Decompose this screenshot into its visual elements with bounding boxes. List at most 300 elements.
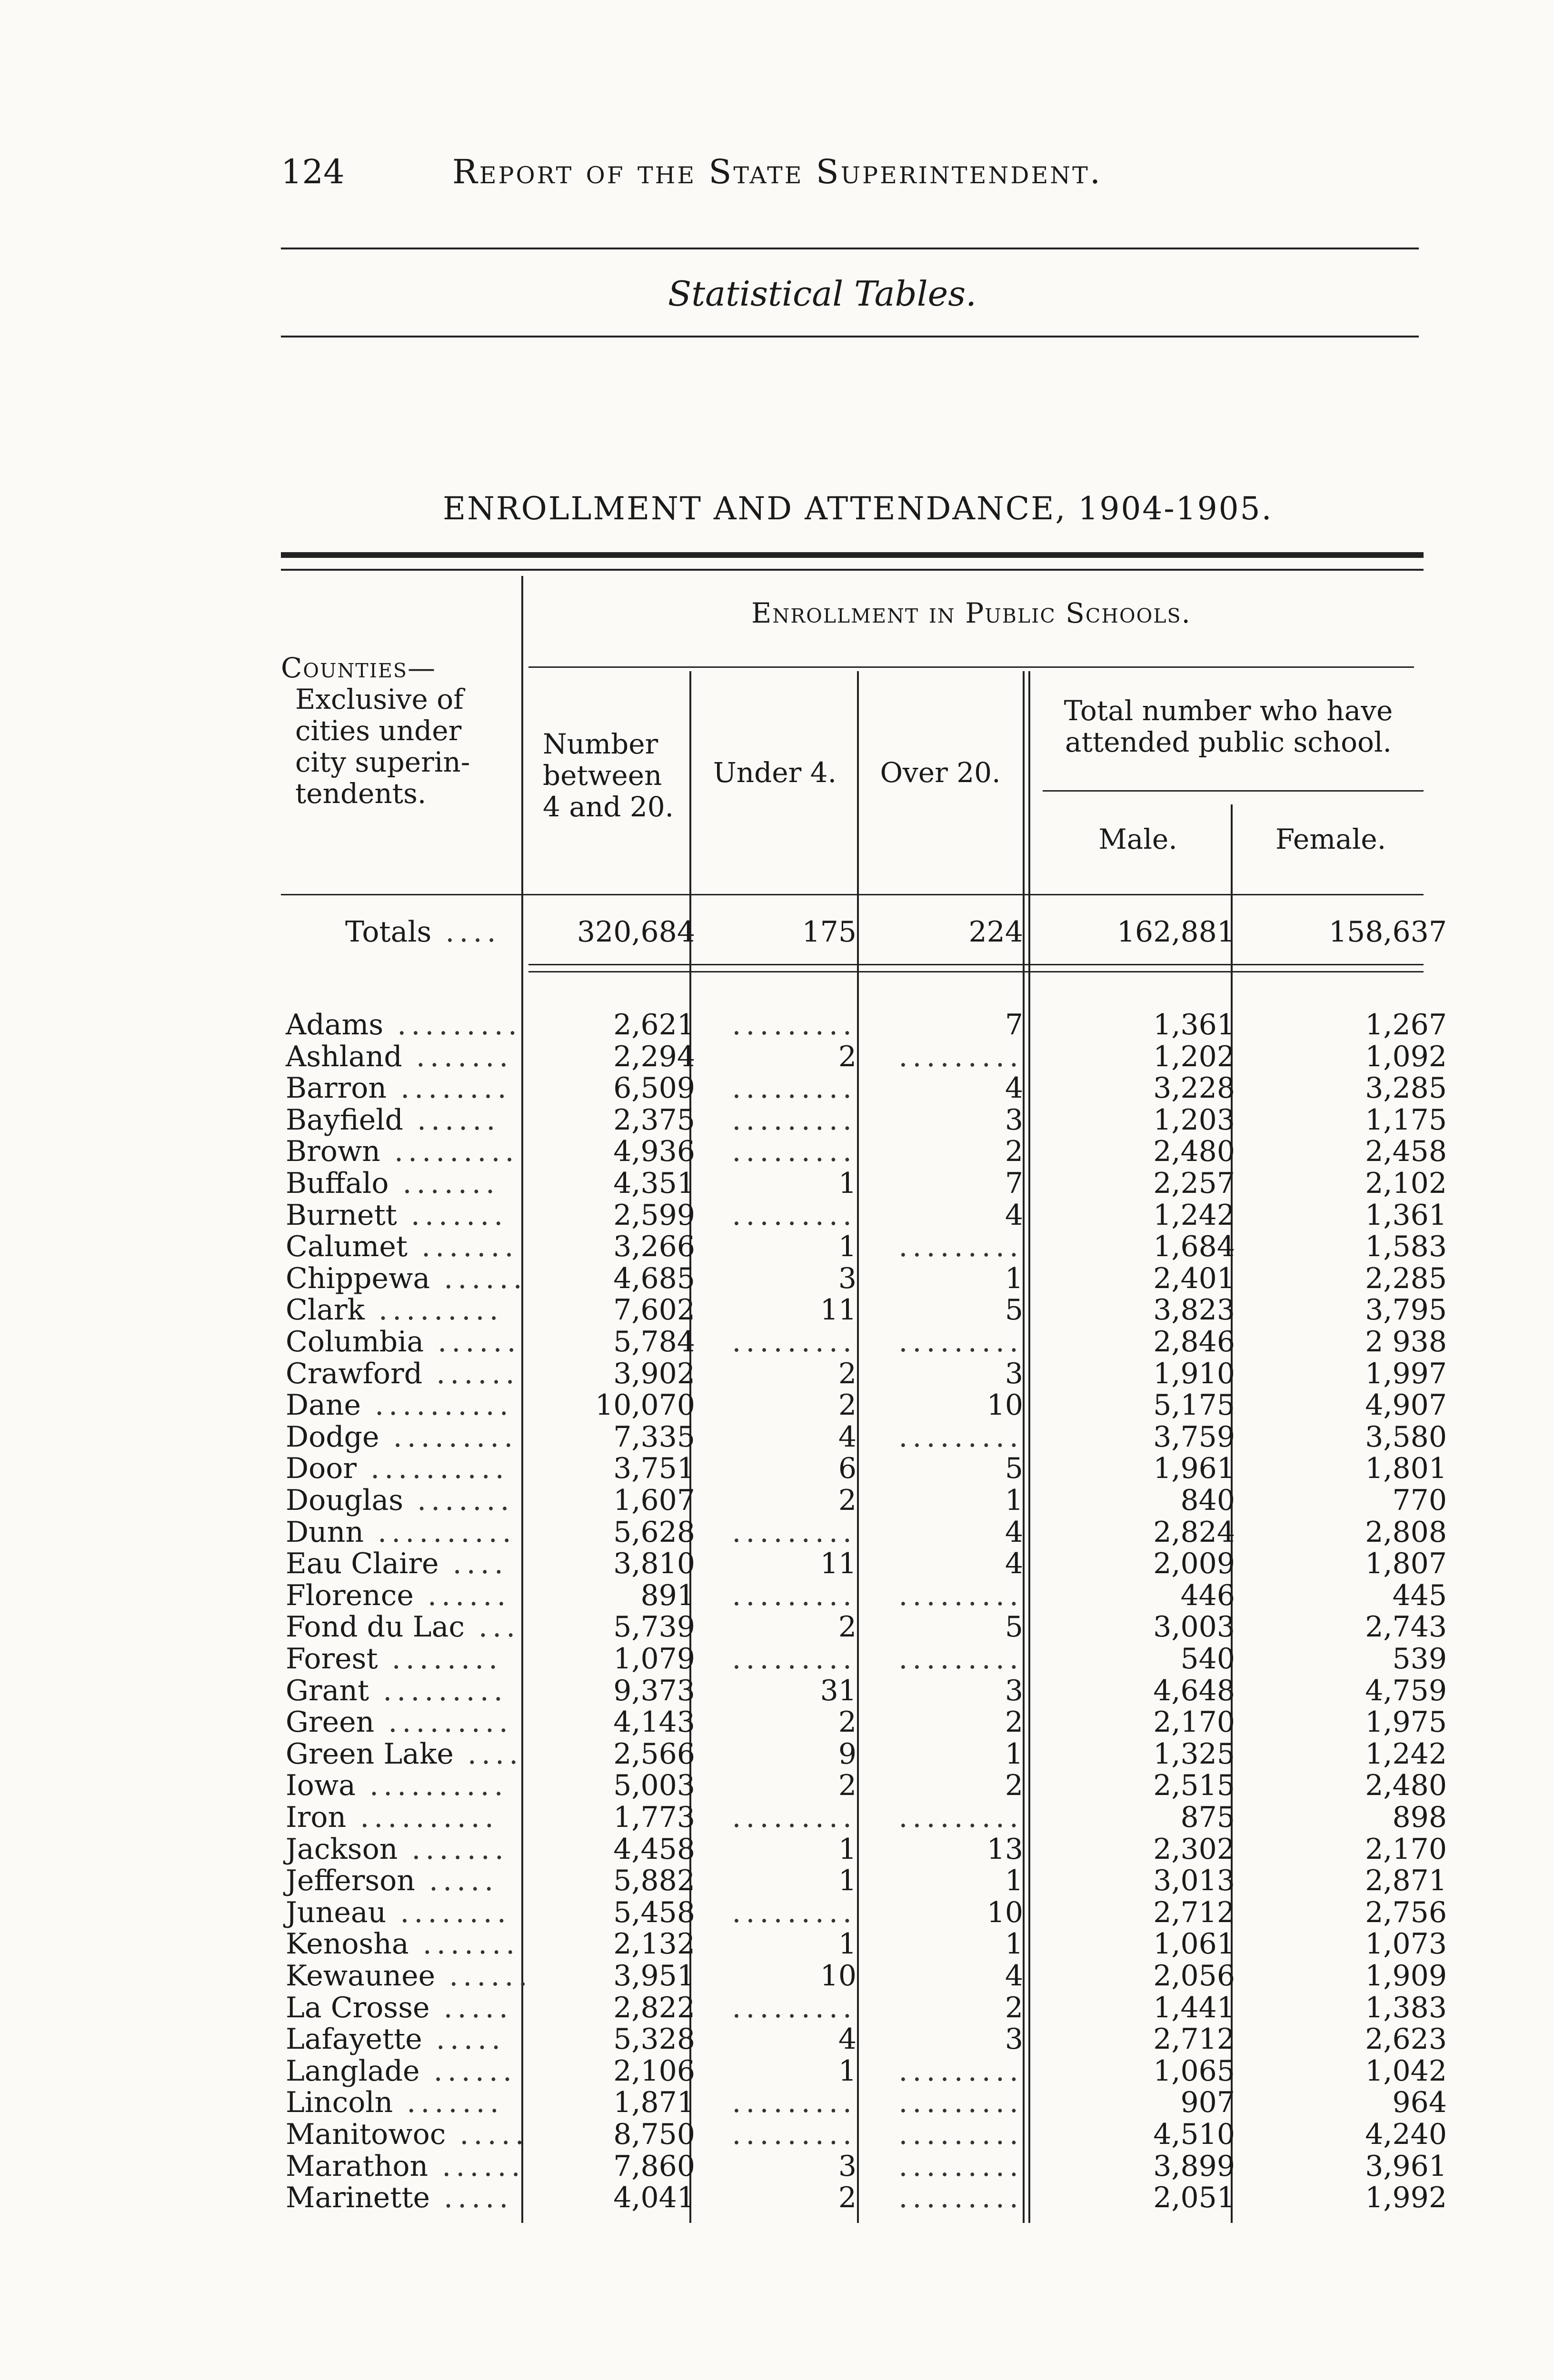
leader-dots: ......... <box>379 1420 518 1454</box>
under-4-value: 11 <box>820 1293 857 1327</box>
table-row <box>0 1738 1554 1770</box>
between-4-20-value: 2,132 <box>613 1927 695 1961</box>
counties-note-line: city superin- <box>295 746 470 778</box>
female-value: 4,759 <box>1365 1674 1447 1707</box>
male-value: 540 <box>1180 1642 1235 1676</box>
section-subtitle: Statistical Tables. <box>667 274 977 314</box>
between-header-line: 4 and 20. <box>543 791 674 823</box>
female-value: 3,795 <box>1365 1293 1447 1327</box>
table-row <box>0 1358 1554 1390</box>
leader-dots: ....... <box>388 1167 500 1200</box>
attended-header-line: Total number who have <box>1064 694 1393 727</box>
between-4-20-value: 7,335 <box>613 1420 695 1454</box>
female-header: Female. <box>1275 823 1386 855</box>
under-4-value: ......... <box>732 1801 857 1834</box>
female-value: 2,102 <box>1365 1167 1447 1200</box>
county-name: Dane .......... <box>286 1388 513 1422</box>
under-4-value: 10 <box>820 1959 857 1993</box>
table-row <box>0 1263 1554 1295</box>
female-value: 2,743 <box>1365 1610 1447 1644</box>
county-name: Lafayette ..... <box>286 2023 506 2056</box>
female-value: 445 <box>1392 1578 1447 1612</box>
under-4-value: 2 <box>838 1357 857 1390</box>
leader-dots: ......... <box>380 1135 519 1169</box>
county-name: Iowa .......... <box>286 1769 508 1803</box>
totals-under4: 175 <box>802 915 857 949</box>
over-20-value: ......... <box>898 2086 1023 2120</box>
between-header-line: between <box>543 759 662 792</box>
table-row <box>0 1168 1554 1200</box>
county-name: Eau Claire .... <box>286 1547 508 1581</box>
county-name: Calumet ....... <box>286 1230 518 1264</box>
leader-dots: ...... <box>419 2054 517 2088</box>
under-4-value: ......... <box>732 1103 857 1137</box>
over-20-value: 1 <box>1005 1261 1023 1295</box>
table-row <box>0 1770 1554 1802</box>
between-header <box>543 728 705 823</box>
male-value: 5,175 <box>1153 1388 1235 1422</box>
over-20-value: 7 <box>1005 1167 1023 1200</box>
county-name: Clark ......... <box>286 1293 503 1327</box>
table-row <box>0 2151 1554 2182</box>
under-4-value: 2 <box>838 2181 857 2215</box>
male-value: 2,302 <box>1153 1832 1235 1866</box>
between-4-20-value: 3,751 <box>613 1452 695 1486</box>
under-4-value: ......... <box>732 1895 857 1929</box>
female-value: 3,961 <box>1365 2149 1447 2183</box>
county-name: Barron ........ <box>286 1071 511 1105</box>
under-4-value: 1 <box>838 1864 857 1898</box>
under-4-value: ......... <box>732 2086 857 2120</box>
over-20-value: ......... <box>898 2181 1023 2215</box>
leader-dots: ..... <box>422 2023 506 2056</box>
female-value: 1,997 <box>1365 1357 1447 1390</box>
enrollment-group-header: Enrollment in Public Schools. <box>751 597 1191 629</box>
female-value: 1,909 <box>1365 1959 1447 1993</box>
under-4-value: ......... <box>732 1325 857 1359</box>
leader-dots: .......... <box>361 1388 513 1422</box>
county-name: Columbia ...... <box>286 1325 521 1359</box>
under-4-value: 1 <box>838 1927 857 1961</box>
leader-dots: ...... <box>413 1578 511 1612</box>
between-4-20-value: 891 <box>640 1578 695 1612</box>
leader-dots: ..... <box>429 2181 513 2215</box>
under-4-value: 31 <box>820 1674 857 1707</box>
male-value: 2,824 <box>1153 1515 1235 1549</box>
leader-dots: ...... <box>435 1959 532 1993</box>
county-name: Manitowoc ..... <box>286 2118 529 2151</box>
counties-note-line: tendents. <box>295 777 427 810</box>
female-value: 3,580 <box>1365 1420 1447 1454</box>
between-4-20-value: 4,685 <box>613 1261 695 1295</box>
table-row <box>0 1675 1554 1707</box>
under4-header: Under 4. <box>713 756 837 789</box>
leader-dots: .... <box>431 915 501 949</box>
male-value: 2,257 <box>1153 1167 1235 1200</box>
under-4-value: ......... <box>732 1198 857 1232</box>
attended-header-line: attended public school. <box>1065 726 1392 758</box>
over-20-value: 1 <box>1005 1864 1023 1898</box>
table-row <box>0 1706 1554 1738</box>
between-4-20-value: 2,294 <box>613 1040 695 1073</box>
leader-dots: ... <box>464 1610 520 1644</box>
between-4-20-value: 1,607 <box>613 1484 695 1517</box>
male-value: 1,910 <box>1153 1357 1235 1390</box>
leader-dots: ...... <box>422 1357 519 1390</box>
leader-dots: ....... <box>408 1927 520 1961</box>
female-value: 2,458 <box>1365 1135 1447 1169</box>
under-4-value: 1 <box>838 2054 857 2088</box>
female-value: 2,480 <box>1365 1769 1447 1803</box>
leader-dots: ..... <box>415 1864 498 1898</box>
under-4-value: 3 <box>838 2149 857 2183</box>
under-4-value: ......... <box>732 2118 857 2151</box>
leader-dots: ...... <box>403 1103 500 1137</box>
over-20-value: ......... <box>898 2054 1023 2088</box>
table-row <box>0 1834 1554 1865</box>
female-value: 1,042 <box>1365 2054 1447 2088</box>
totals-male: 162,881 <box>1116 915 1235 949</box>
under-4-value: 2 <box>838 1610 857 1644</box>
between-4-20-value: 4,936 <box>613 1135 695 1169</box>
table-row <box>0 2087 1554 2119</box>
between-4-20-value: 3,810 <box>613 1547 695 1581</box>
totals-double-rule-2 <box>528 971 1424 972</box>
male-value: 2,846 <box>1153 1325 1235 1359</box>
male-value: 907 <box>1180 2086 1235 2120</box>
between-4-20-value: 4,351 <box>613 1167 695 1200</box>
male-value: 875 <box>1180 1801 1235 1834</box>
county-name: Bayfield ...... <box>286 1103 500 1137</box>
county-name: Burnett ....... <box>286 1198 508 1232</box>
county-name: Door .......... <box>286 1452 509 1486</box>
table-row <box>0 1072 1554 1104</box>
table-row <box>0 2055 1554 2087</box>
table-row <box>0 1611 1554 1643</box>
county-name: Lincoln ....... <box>286 2086 504 2120</box>
under-4-value: 4 <box>838 2023 857 2056</box>
table-title: ENROLLMENT AND ATTENDANCE, 1904-1905. <box>443 490 1273 527</box>
leader-dots: ......... <box>374 1706 513 1739</box>
attended-header-rule <box>1043 790 1424 792</box>
female-value: 1,992 <box>1365 2181 1447 2215</box>
female-value: 898 <box>1392 1801 1447 1834</box>
under-4-value: 2 <box>838 1388 857 1422</box>
table-row <box>0 1294 1554 1326</box>
male-value: 2,056 <box>1153 1959 1235 1993</box>
leader-dots: ....... <box>402 1040 513 1073</box>
over-20-value: 10 <box>986 1388 1023 1422</box>
between-4-20-value: 4,041 <box>613 2181 695 2215</box>
over-20-value: 1 <box>1005 1737 1023 1771</box>
male-value: 2,712 <box>1153 1895 1235 1929</box>
leader-dots: .... <box>438 1547 508 1581</box>
leader-dots: ......... <box>369 1674 508 1707</box>
between-4-20-value: 5,882 <box>613 1864 695 1898</box>
leader-dots: .... <box>453 1737 523 1771</box>
table-row <box>0 1992 1554 2024</box>
female-value: 1,801 <box>1365 1452 1447 1486</box>
totals-female: 158,637 <box>1328 915 1447 949</box>
county-name: Florence ...... <box>286 1578 511 1612</box>
leader-dots: .......... <box>346 1801 498 1834</box>
over-20-value: 4 <box>1005 1071 1023 1105</box>
county-name: Adams ......... <box>286 1008 522 1041</box>
leader-dots: ..... <box>446 2118 529 2151</box>
county-name: Langlade ...... <box>286 2054 517 2088</box>
running-head: Report of the State Superintendent. <box>452 152 1103 191</box>
county-name: Grant ......... <box>286 1674 508 1707</box>
male-value: 1,202 <box>1153 1040 1235 1073</box>
table-row <box>0 2023 1554 2055</box>
between-4-20-value: 5,784 <box>613 1325 695 1359</box>
over-20-value: 1 <box>1005 1927 1023 1961</box>
table-row <box>0 1104 1554 1136</box>
over-20-value: 5 <box>1005 1452 1023 1486</box>
leader-dots: ...... <box>430 1261 527 1295</box>
totals-between: 320,684 <box>577 915 695 949</box>
male-value: 1,061 <box>1153 1927 1235 1961</box>
under-4-value: 2 <box>838 1706 857 1739</box>
male-value: 4,648 <box>1153 1674 1235 1707</box>
female-value: 2,871 <box>1365 1864 1447 1898</box>
between-4-20-value: 1,871 <box>613 2086 695 2120</box>
leader-dots: ....... <box>397 1198 508 1232</box>
under-4-value: 3 <box>838 1261 857 1295</box>
female-value: 4,240 <box>1365 2118 1447 2151</box>
over-20-value: ......... <box>898 1642 1023 1676</box>
over-20-value: 10 <box>986 1895 1023 1929</box>
female-value: 1,807 <box>1365 1547 1447 1581</box>
over-20-value: ......... <box>898 1420 1023 1454</box>
male-value: 1,361 <box>1153 1008 1235 1041</box>
under-4-value: 1 <box>838 1230 857 1264</box>
county-name: Marathon ...... <box>286 2149 525 2183</box>
male-value: 3,228 <box>1153 1071 1235 1105</box>
leader-dots: ......... <box>364 1293 503 1327</box>
table-row <box>0 1897 1554 1929</box>
between-4-20-value: 5,628 <box>613 1515 695 1549</box>
under-4-value: ......... <box>732 1071 857 1105</box>
leader-dots: ........ <box>378 1642 503 1676</box>
female-value: 539 <box>1392 1642 1447 1676</box>
totals-label-text: Totals <box>345 915 432 949</box>
between-4-20-value: 2,566 <box>613 1737 695 1771</box>
over-20-value: 4 <box>1005 1959 1023 1993</box>
female-value: 1,383 <box>1365 1991 1447 2024</box>
table-top-rule-thick <box>281 552 1424 558</box>
county-name: Jefferson ..... <box>286 1864 498 1898</box>
under-4-value: ......... <box>732 1008 857 1041</box>
attended-header <box>1033 695 1424 758</box>
over20-header: Over 20. <box>880 756 1001 789</box>
between-4-20-value: 7,602 <box>613 1293 695 1327</box>
table-row <box>0 1200 1554 1231</box>
counties-note-line: Exclusive of <box>295 683 464 715</box>
female-value: 4,907 <box>1365 1388 1447 1422</box>
county-name: Fond du Lac ... <box>286 1610 520 1644</box>
over-20-value: ......... <box>898 1578 1023 1612</box>
over-20-value: ......... <box>898 1040 1023 1073</box>
between-4-20-value: 8,750 <box>613 2118 695 2151</box>
leader-dots: ....... <box>408 1230 518 1264</box>
between-4-20-value: 4,458 <box>613 1832 695 1866</box>
table-row <box>0 1517 1554 1548</box>
female-value: 1,073 <box>1365 1927 1447 1961</box>
under-4-value: 4 <box>838 1420 857 1454</box>
over-20-value: 3 <box>1005 1357 1023 1390</box>
county-name: Douglas ....... <box>286 1484 514 1517</box>
table-row <box>0 1928 1554 1960</box>
male-value: 446 <box>1180 1578 1235 1612</box>
table-row <box>0 1136 1554 1168</box>
group-header-rule <box>528 666 1414 668</box>
over-20-value: 3 <box>1005 2023 1023 2056</box>
leader-dots: ....... <box>403 1484 514 1517</box>
over-20-value: 13 <box>986 1832 1023 1866</box>
female-value: 3,285 <box>1365 1071 1447 1105</box>
counties-header <box>281 652 509 809</box>
leader-dots: ...... <box>428 2149 525 2183</box>
between-4-20-value: 2,106 <box>613 2054 695 2088</box>
over-20-value: 2 <box>1005 1991 1023 2024</box>
over-20-value: 2 <box>1005 1706 1023 1739</box>
county-name: Iron .......... <box>286 1801 498 1834</box>
under-4-value: 9 <box>838 1737 857 1771</box>
leader-dots: ......... <box>383 1008 522 1041</box>
male-value: 1,065 <box>1153 2054 1235 2088</box>
over-20-value: 1 <box>1005 1484 1023 1517</box>
totals-row <box>0 916 1554 948</box>
male-value: 3,899 <box>1153 2149 1235 2183</box>
between-4-20-value: 5,003 <box>613 1769 695 1803</box>
counties-note-line: cities under <box>295 714 462 747</box>
between-4-20-value: 1,773 <box>613 1801 695 1834</box>
male-value: 1,203 <box>1153 1103 1235 1137</box>
county-name: Crawford ...... <box>286 1357 519 1390</box>
table-row <box>0 1421 1554 1453</box>
under-4-value: 2 <box>838 1040 857 1073</box>
female-value: 1,975 <box>1365 1706 1447 1739</box>
over-20-value: ......... <box>898 1230 1023 1264</box>
male-value: 1,325 <box>1153 1737 1235 1771</box>
male-value: 2,480 <box>1153 1135 1235 1169</box>
leader-dots: ....... <box>398 1832 508 1866</box>
male-value: 3,823 <box>1153 1293 1235 1327</box>
table-row <box>0 1865 1554 1897</box>
page-number: 124 <box>281 152 345 191</box>
male-value: 2,009 <box>1153 1547 1235 1581</box>
under-4-value: 6 <box>838 1452 857 1486</box>
between-4-20-value: 2,599 <box>613 1198 695 1232</box>
leader-dots: ..... <box>429 1991 513 2024</box>
table-row <box>0 1960 1554 1992</box>
female-value: 2,808 <box>1365 1515 1447 1549</box>
female-value: 964 <box>1392 2086 1447 2120</box>
county-name: Green Lake .... <box>286 1737 523 1771</box>
under-4-value: ......... <box>732 1135 857 1169</box>
between-4-20-value: 9,373 <box>613 1674 695 1707</box>
male-value: 2,401 <box>1153 1261 1235 1295</box>
male-value: 2,712 <box>1153 2023 1235 2056</box>
table-row <box>0 1485 1554 1517</box>
over-20-value: ......... <box>898 1801 1023 1834</box>
under-4-value: 2 <box>838 1769 857 1803</box>
female-value: 2,623 <box>1365 2023 1447 2056</box>
male-value: 3,003 <box>1153 1610 1235 1644</box>
between-4-20-value: 2,621 <box>613 1008 695 1041</box>
under-4-value: 1 <box>838 1832 857 1866</box>
county-name: Brown ......... <box>286 1135 519 1169</box>
male-header: Male. <box>1098 823 1177 855</box>
under-4-value: ......... <box>732 1991 857 2024</box>
under-4-value: ......... <box>732 1642 857 1676</box>
between-4-20-value: 1,079 <box>613 1642 695 1676</box>
female-value: 1,267 <box>1365 1008 1447 1041</box>
county-name: Kenosha ....... <box>286 1927 520 1961</box>
female-value: 2,756 <box>1365 1895 1447 1929</box>
under-4-value: ......... <box>732 1578 857 1612</box>
county-name: La Crosse ..... <box>286 1991 513 2024</box>
between-4-20-value: 4,143 <box>613 1706 695 1739</box>
female-value: 770 <box>1392 1484 1447 1517</box>
table-row <box>0 1580 1554 1612</box>
male-value: 3,759 <box>1153 1420 1235 1454</box>
female-value: 1,092 <box>1365 1040 1447 1073</box>
over-20-value: 2 <box>1005 1769 1023 1803</box>
female-value: 2,170 <box>1365 1832 1447 1866</box>
header-underline <box>281 894 1424 895</box>
between-4-20-value: 7,860 <box>613 2149 695 2183</box>
table-row <box>0 1802 1554 1834</box>
table-row <box>0 1041 1554 1073</box>
between-4-20-value: 5,328 <box>613 2023 695 2056</box>
over-20-value: 7 <box>1005 1008 1023 1041</box>
over-20-value: 4 <box>1005 1515 1023 1549</box>
over-20-value: ......... <box>898 2149 1023 2183</box>
table-row <box>0 1643 1554 1675</box>
county-name: Kewaunee ...... <box>286 1959 532 1993</box>
between-4-20-value: 3,266 <box>613 1230 695 1264</box>
between-4-20-value: 6,509 <box>613 1071 695 1105</box>
male-value: 2,515 <box>1153 1769 1235 1803</box>
leader-dots: .......... <box>364 1515 516 1549</box>
under-4-value: 11 <box>820 1547 857 1581</box>
over-20-value: 3 <box>1005 1674 1023 1707</box>
under-4-value: ......... <box>732 1515 857 1549</box>
header-rule-top <box>281 248 1419 249</box>
table-row <box>0 1548 1554 1580</box>
leader-dots: .......... <box>357 1452 509 1486</box>
county-name: Marinette ..... <box>286 2181 513 2215</box>
over-20-value: 2 <box>1005 1135 1023 1169</box>
female-value: 2 938 <box>1365 1325 1447 1359</box>
table-row <box>0 1009 1554 1041</box>
female-value: 1,242 <box>1365 1737 1447 1771</box>
leader-dots: ....... <box>393 2086 504 2120</box>
female-value: 1,583 <box>1365 1230 1447 1264</box>
county-name: Jackson ....... <box>286 1832 508 1866</box>
county-name: Dodge ......... <box>286 1420 518 1454</box>
over-20-value: 5 <box>1005 1610 1023 1644</box>
between-4-20-value: 2,822 <box>613 1991 695 2024</box>
table-row <box>0 1231 1554 1263</box>
totals-label <box>345 916 501 948</box>
between-4-20-value: 3,902 <box>613 1357 695 1390</box>
county-name: Dunn .......... <box>286 1515 516 1549</box>
table-top-rule-thin <box>281 569 1424 571</box>
over-20-value: ......... <box>898 1325 1023 1359</box>
